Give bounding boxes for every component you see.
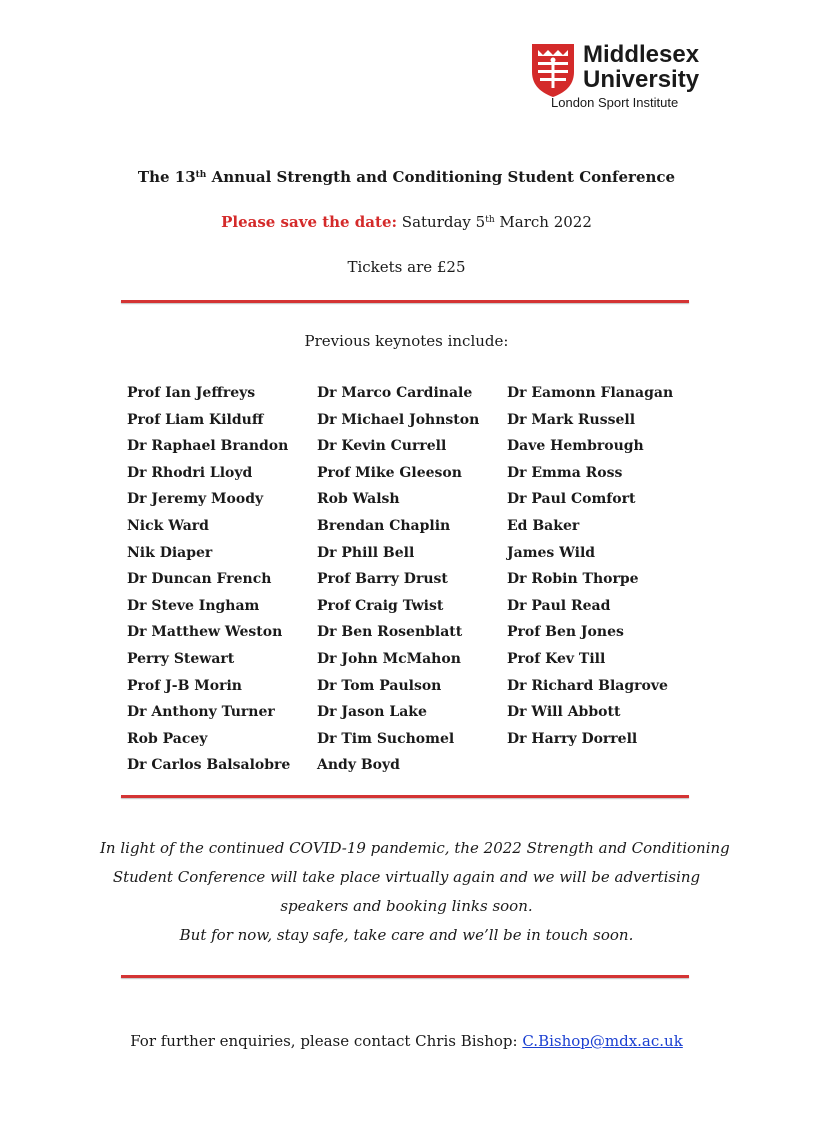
- keynote-name: Dr Jeremy Moody: [127, 491, 264, 508]
- university-logo: [530, 42, 700, 114]
- keynote-name: Dr Carlos Balsalobre: [127, 757, 291, 774]
- keynote-name: Prof Ian Jeffreys: [127, 385, 256, 401]
- keynote-name: Dr Phill Bell: [317, 544, 415, 561]
- keynote-name: Prof Mike Gleeson: [317, 464, 462, 481]
- keynote-name: Nik Diaper: [127, 544, 213, 561]
- keynote-name: Brendan Chaplin: [317, 517, 451, 534]
- keynote-name: Dr Eamonn Flanagan: [507, 385, 674, 401]
- keynote-name: Ed Baker: [507, 517, 580, 534]
- keynote-name: Dr Tim Suchomel: [317, 730, 455, 747]
- keynote-name: Dr Robin Thorpe: [507, 571, 639, 588]
- covid-notice-line: In light of the continued COVID-19 pandemic, the 2022 Strength and Conditioning: [100, 839, 730, 857]
- keynotes-heading: Previous keynotes include:: [304, 332, 509, 350]
- covid-notice-line: But for now, stay safe, take care and we’ll be in touch soon.: [179, 926, 634, 944]
- keynote-name: Prof Barry Drust: [317, 571, 448, 588]
- save-date-post: March 2022: [494, 213, 592, 231]
- keynote-name: Dr Tom Paulson: [317, 677, 442, 694]
- keynote-name: Dr Paul Comfort: [507, 491, 636, 508]
- keynote-name: Andy Boyd: [317, 757, 400, 774]
- covid-notice: [100, 834, 730, 950]
- keynotes-column-2: [317, 380, 479, 779]
- save-date-label: Please save the date:: [221, 213, 398, 231]
- keynote-name: Dave Hembrough: [507, 438, 644, 455]
- divider-top: [121, 300, 689, 303]
- title-ordinal: th: [195, 170, 207, 180]
- covid-notice-line: speakers and booking links soon.: [280, 897, 533, 915]
- keynote-name: Dr Rhodri Lloyd: [127, 464, 253, 481]
- keynote-name: Dr Mark Russell: [507, 411, 636, 428]
- title-post: Annual Strength and Conditioning Student Conference: [206, 168, 676, 186]
- contact-email-link[interactable]: C.Bishop@mdx.ac.uk: [522, 1032, 683, 1050]
- divider-middle: [121, 795, 689, 798]
- keynote-name: Dr Kevin Currell: [317, 438, 447, 455]
- university-shield-icon: [530, 42, 576, 98]
- logo-line-2: University: [583, 66, 700, 93]
- keynote-name: Nick Ward: [127, 517, 209, 534]
- keynote-name: Dr Duncan French: [127, 571, 272, 588]
- save-date-pre: Saturday 5: [397, 213, 486, 231]
- keynote-name: Dr Steve Ingham: [127, 597, 260, 614]
- keynotes-column-1: [127, 380, 290, 779]
- conference-title: [0, 168, 813, 186]
- keynotes-column-3: [507, 380, 673, 752]
- save-the-date: [0, 213, 813, 231]
- contact-line: [0, 1032, 813, 1050]
- keynote-name: Prof Kev Till: [507, 650, 606, 667]
- keynote-name: Dr Anthony Turner: [127, 704, 275, 721]
- divider-bottom: [121, 975, 689, 978]
- keynote-name: Rob Walsh: [317, 491, 400, 508]
- keynote-name: James Wild: [507, 544, 596, 561]
- keynote-name: Dr Raphael Brandon: [127, 438, 289, 455]
- keynote-name: Dr Will Abbott: [507, 704, 621, 721]
- keynote-name: Dr Michael Johnston: [317, 411, 480, 428]
- keynote-name: Rob Pacey: [127, 730, 208, 747]
- contact-text: For further enquiries, please contact Chris Bishop:: [130, 1032, 523, 1050]
- keynote-name: Perry Stewart: [127, 650, 235, 667]
- title-pre: The 13: [137, 168, 196, 186]
- keynote-name: Dr Marco Cardinale: [317, 385, 473, 401]
- ticket-price: Tickets are £25: [347, 258, 466, 276]
- keynote-name: Dr Emma Ross: [507, 464, 623, 481]
- keynote-name: Prof Ben Jones: [507, 624, 624, 641]
- keynote-name: Dr John McMahon: [317, 650, 461, 667]
- save-date-ordinal: th: [485, 215, 495, 225]
- logo-line-1: Middlesex: [583, 41, 700, 68]
- logo-line-3: London Sport Institute: [551, 95, 679, 110]
- keynote-name: Dr Harry Dorrell: [507, 730, 638, 747]
- keynote-name: Dr Ben Rosenblatt: [317, 624, 463, 641]
- covid-notice-line: Student Conference will take place virtually again and we will be advertising: [112, 868, 701, 886]
- keynote-name: Prof Liam Kilduff: [127, 411, 264, 428]
- keynote-name: Dr Matthew Weston: [127, 624, 283, 641]
- keynote-name: Dr Jason Lake: [317, 704, 427, 721]
- keynote-name: Dr Paul Read: [507, 597, 611, 614]
- keynote-name: Dr Richard Blagrove: [507, 677, 668, 694]
- keynote-name: Prof Craig Twist: [317, 597, 444, 614]
- keynote-name: Prof J-B Morin: [127, 677, 242, 694]
